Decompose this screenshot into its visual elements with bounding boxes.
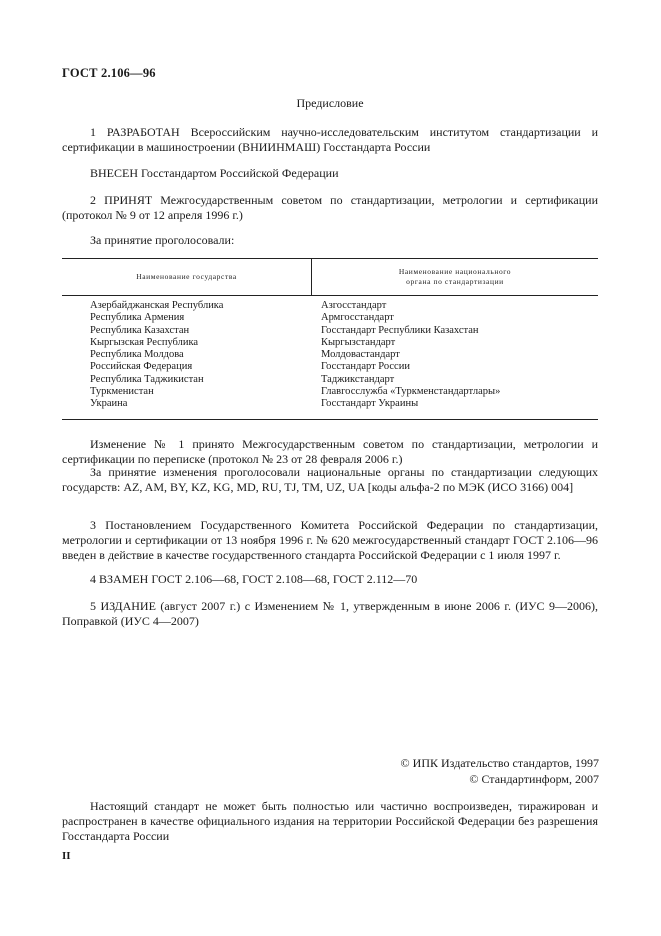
table-cell-body: Таджикстандарт: [321, 373, 395, 385]
page-number: II: [62, 850, 71, 862]
table-cell-state: Республика Армения: [90, 312, 185, 324]
table-cell-state: Республика Молдова: [90, 349, 184, 361]
table-cell-state: Украина: [90, 398, 128, 410]
section-title: Предисловие: [296, 96, 364, 110]
copyright-line: © Стандартинформ, 2007: [469, 772, 599, 786]
table-cell-body: Госстандарт России: [321, 361, 410, 373]
copyright-block: [401, 755, 599, 787]
paragraph-amendment-voted: За принятие изменения проголосовали национальные органы по стандартизации следующих государств: AZ, AM, BY, KZ, KG, MD, RU, TJ, TM, UZ, UA [коды альфа-2 по МЭК (ИСО 3166) 004]: [62, 465, 598, 494]
table-cell-body: Госстандарт Республики Казахстан: [321, 324, 479, 336]
table-header: [62, 259, 598, 296]
table-cell-body: Кыргызстандарт: [321, 336, 396, 348]
paragraph-reproduction-notice: Настоящий стандарт не может быть полностью или частично воспроизведен, тиражирован и распространен в качестве официального издания на территории Российской Федерации без разрешения Госстандарта России: [62, 799, 598, 843]
table-cell-state: Азербайджанская Республика: [90, 300, 224, 311]
paragraph-replaces: 4 ВЗАМЕН ГОСТ 2.106—68, ГОСТ 2.108—68, ГОСТ 2.112—70: [90, 572, 418, 586]
body-list: [321, 300, 591, 411]
table-cell-state: Российская Федерация: [90, 361, 193, 373]
table-cell-state: Республика Казахстан: [90, 324, 190, 336]
paragraph-adopted-by: 2 ПРИНЯТ Межгосударственным советом по стандартизации, метрологии и сертификации (протокол № 9 от 12 апреля 1996 г.): [62, 193, 598, 222]
table-cell-state: Туркменистан: [90, 386, 154, 398]
table-cell-body: Главгосслужба «Туркменстандартлары»: [321, 386, 501, 398]
paragraph-voted-for: За принятие проголосовали:: [90, 233, 235, 247]
table-header-state: Наименование государства: [136, 272, 237, 281]
paragraph-amendment-adopted: Изменение № 1 принято Межгосударственным советом по стандартизации, метрологии и сертификации по переписке (протокол № 23 от 28 февраля 2006 г.): [62, 437, 598, 466]
table-cell-body: Молдовастандарт: [321, 349, 400, 361]
table-cell-body: Азгосстандарт: [321, 300, 387, 311]
state-list: [90, 300, 305, 411]
document-header: ГОСТ 2.106—96: [62, 66, 156, 80]
copyright-line: © ИПК Издательство стандартов, 1997: [400, 756, 599, 770]
table-cell-body: Госстандарт Украины: [321, 398, 419, 410]
paragraph-resolution: 3 Постановлением Государственного Комитета Российской Федерации по стандартизации, метрологии и сертификации от 13 ноября 1996 г. № 620 межгосударственный стандарт ГОСТ 2.106—96 введен в действие в качестве государственного стандарта Российской Федерации с 1 июля 1997 г.: [62, 518, 598, 562]
paragraph-edition: 5 ИЗДАНИЕ (август 2007 г.) с Изменением № 1, утвержденным в июне 2006 г. (ИУС 9—2006), Поправкой (ИУС 4—2007): [62, 599, 598, 628]
table-cell-state: Республика Таджикистан: [90, 373, 204, 385]
table-cell-state: Кыргызская Республика: [90, 336, 199, 348]
voting-table: [62, 258, 598, 420]
paragraph-introduced-by: ВНЕСЕН Госстандартом Российской Федерации: [90, 166, 339, 180]
paragraph-developed-by: 1 РАЗРАБОТАН Всероссийским научно-исследовательским институтом стандартизации и сертификации в машиностроении (ВНИИНМАШ) Госстандарта России: [62, 125, 598, 154]
table-header-body: Наименование национального органа по стандартизации: [398, 267, 512, 286]
table-cell-body: Армгосстандарт: [321, 312, 394, 324]
